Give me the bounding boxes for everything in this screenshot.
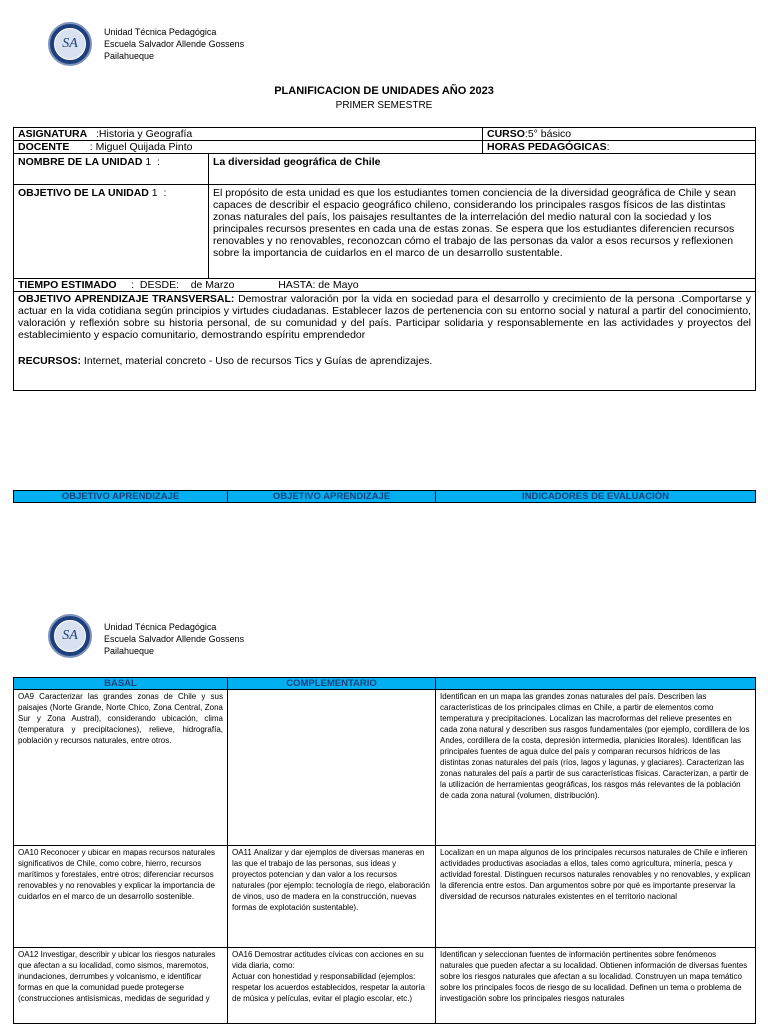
complementario-header: COMPLEMENTARIO	[227, 677, 436, 690]
oat-recursos-cell	[13, 291, 756, 391]
oat-value: Demostrar valoración por la vida en sociedad para el desarrollo y crecimiento de la persona .Comportarse y actuar en la vida cotidiana según principios y virtudes ciudadanas. Establecer lazos de pertenencia con su entorno social y natural a partir del conocimiento, valoración y reflexión sobre su historia personal, de su comunidad y del país. Participar solidaria y responsablemente en las actividades y proyectos del establecimiento y espacio comunitario, demostrando espíritu emprendedor	[18, 293, 751, 341]
tiempo-value: : DESDE: de Marzo HASTA: de Mayo	[116, 279, 359, 291]
asignatura-value: :Historia y Geografía	[87, 128, 193, 140]
row2-indicadores: Localizan en un mapa algunos de los principales recursos naturales de Chile e infieren actividades productivas asociadas a ellos, tales como agricultura, minería, pesca y actividad forestal. Distinguen recursos naturales renovables y no renovables, y explican la diferencia entre estos. Dan argumentos sobre por qué es importante preservar la diversidad de recursos naturales existentes en el territorio nacional	[435, 845, 756, 948]
unidad-value: La diversidad geográfica de Chile	[208, 153, 756, 185]
basal-header: BASAL	[13, 677, 228, 690]
school-line-3: Pailahueque	[104, 51, 155, 61]
school-line-3-2: Pailahueque	[104, 646, 155, 656]
row1-complementario	[227, 689, 436, 846]
oat-text	[18, 293, 751, 341]
header-bar-col-1: OBJETIVO APRENDIZAJE	[13, 490, 228, 503]
logo-monogram-2: SA	[54, 620, 86, 652]
header-bar-col-2: OBJETIVO APRENDIZAJE	[227, 490, 436, 503]
school-logo-2	[48, 614, 92, 658]
row2-complementario: OA11 Analizar y dar ejemplos de diversas maneras en las que el trabajo de las personas, sus ideas y proyectos potencian y dan valor a los recursos naturales (por ejemplo: tecnología de riego, elaboración de vinos, uso de madera en la construcción, nuevas formas de explotación sustentable).	[227, 845, 436, 948]
curso-value: :5° básico	[524, 128, 572, 140]
row1-indicadores: Identifican en un mapa las grandes zonas naturales del país. Describen las características de los principales climas en Chile, a partir de elementos como temperatura y precipitaciones. Localizan las macroformas del relieve presentes en cada zona natural y describen sus rasgos fundamentales (por ejemplo, cordillera de los Andes, cordillera de la costa, depresión intermedia, planicies litorales). Identifican las principales fuentes de agua dulce del país y comparan recursos hídricos de las distintas zonas naturales del país (ríos, lagos y lagunas, y glaciares). Caracterizan las zonas naturales del país a partir de sus características físicas. Caracterizan, a partir de la utilización de herramientas geográficas, los rasgos más relevantes de la población de cada zona natural (volumen, distribución).	[435, 689, 756, 846]
recursos-text	[18, 355, 751, 367]
school-line-2: Escuela Salvador Allende Gossens	[104, 39, 245, 49]
row3-indicadores: Identifican y seleccionan fuentes de información pertinentes sobre fenómenos naturales que pueden afectar a su localidad. Obtienen información de diversas fuentes sobre los riesgos naturales que afectan a su localidad. Construyen un mapa temático sobre los principales focos de riesgo de su localidad. Definen un tema o problema de investigación sobre los principales riesgos naturales	[435, 947, 756, 1024]
unidad-label-cell	[13, 153, 209, 185]
oat-label: OBJETIVO APRENDIZAJE TRANSVERSAL:	[18, 293, 235, 305]
objetivo-num: 1 :	[148, 187, 167, 199]
horas-value: :	[606, 141, 610, 153]
objetivo-value: El propósito de esta unidad es que los estudiantes tomen conciencia de la diversidad geográfica de Chile y sean capaces de describir el espacio geográfico chileno, considerando los principales rasgos físicos de las distintas zonas naturales del país, los paisajes resultantes de la interrelación del medio natural con la sociedad y los principales recursos presentes en cada una de estas zonas. Se espera que los estudiantes diferencien recursos renovables y no renovables, reconozcan cómo el trabajo de las personas da valor a esos recursos y reflexionen sobre la importancia de cuidarlos en el marco de un desarrollo sustentable.	[208, 184, 756, 279]
row3-complementario: OA16 Demostrar actitudes cívicas con acciones en su vida diaria, como: Actuar con honestidad y responsabilidad (ejemplos: respetar los acuerdos establecidos, respetar la autoría de música y películas, evitar el plagio escolar, etc.)	[227, 947, 436, 1024]
objetivo-label-cell	[13, 184, 209, 279]
docente-value: : Miguel Quijada Pinto	[69, 141, 193, 153]
header-bar-col-3: INDICADORES DE EVALUACIÓN	[435, 490, 756, 503]
recursos-value: Internet, material concreto - Uso de recursos Tics y Guías de aprendizajes.	[81, 355, 433, 367]
unidad-label: NOMBRE DE LA UNIDAD	[18, 156, 143, 168]
objetivo-label: OBJETIVO DE LA UNIDAD	[18, 187, 149, 199]
school-line-1: Unidad Técnica Pedagógica	[104, 27, 217, 37]
page-title: PLANIFICACION DE UNIDADES AÑO 2023	[274, 85, 494, 97]
recursos-label: RECURSOS:	[18, 355, 82, 367]
tiempo-cell	[13, 278, 756, 292]
school-logo	[48, 22, 92, 66]
horas-label: HORAS PEDAGÓGICAS	[487, 141, 607, 153]
school-line-1-2: Unidad Técnica Pedagógica	[104, 622, 217, 632]
asignatura-label: ASIGNATURA	[18, 128, 88, 140]
tiempo-label: TIEMPO ESTIMADO	[18, 279, 117, 291]
docente-label: DOCENTE	[18, 141, 70, 153]
row2-basal: OA10 Reconocer y ubicar en mapas recursos naturales significativos de Chile, como cobre, hierro, recursos marítimos y forestales, entre otros; diferenciar recursos renovables y no renovables y explicar la importancia de cuidarlos en el marco de un desarrollo sostenible.	[13, 845, 228, 948]
docente-cell	[13, 140, 483, 154]
row1-basal: OA9 Caracterizar las grandes zonas de Chile y sus paisajes (Norte Grande, Norte Chico, Zona Central, Zona Sur y Zona Austral), considerando ubicación, clima (temperatura y precipitaciones), relieve, hidrografía, población y recursos naturales, entre otros.	[13, 689, 228, 846]
row3-basal: OA12 Investigar, describir y ubicar los riesgos naturales que afectan a su localidad, como sismos, maremotos, inundaciones, derrumbes y volcanismo, e identificar formas en que la comunidad puede protegerse (construcciones antisísmicas, medidas de seguridad y	[13, 947, 228, 1024]
asignatura-cell	[13, 127, 483, 141]
curso-cell	[482, 127, 756, 141]
unidad-num: 1 :	[142, 156, 160, 168]
page-subtitle: PRIMER SEMESTRE	[335, 100, 433, 111]
school-line-2-2: Escuela Salvador Allende Gossens	[104, 634, 245, 644]
school-info-2	[104, 621, 244, 657]
logo-monogram: SA	[54, 28, 86, 60]
curso-label: CURSO	[487, 128, 525, 140]
school-info	[104, 26, 244, 62]
horas-cell	[482, 140, 756, 154]
